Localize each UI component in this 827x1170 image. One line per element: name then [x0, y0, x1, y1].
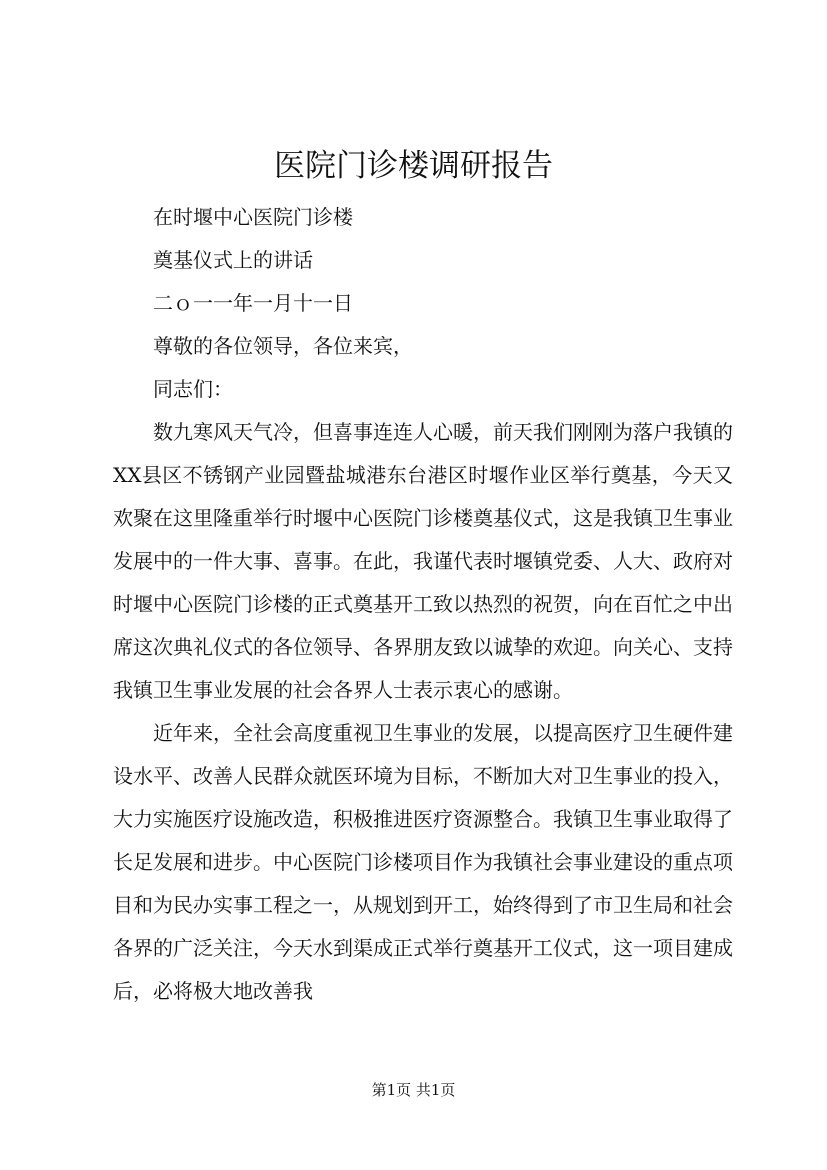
paragraph-occasion: 奠基仪式上的讲话 — [153, 248, 313, 272]
page-footer: 第1页 共1页 — [371, 1081, 456, 1099]
document-body — [113, 196, 733, 1013]
paragraph-body-1: 数九寒风天气冷，但喜事连连人心暖，前天我们刚刚为落户我镇的XX县区不锈钢产业园暨盐城港东台港区时堰作业区举行奠基，今天又欢聚在这里隆重举行时堰中心医院门诊楼奠基仪式，这是我镇卫生事业发展中的一件大事、喜事。在此，我谨代表时堰镇党委、人大、政府对时堰中心医院门诊楼的正式奠基开工致以热烈的祝贺，向在百忙之中出席这次典礼仪式的各位领导、各界朋友致以诚挚的欢迎。向关心、支持我镇卫生事业发展的社会各界人士表示衷心的感谢。 — [113, 420, 733, 702]
paragraph-date: 二ｏ一一年一月十一日 — [153, 291, 353, 315]
paragraph-body-2: 近年来，全社会高度重视卫生事业的发展，以提高医疗卫生硬件建设水平、改善人民群众就医环境为目标，不断加大对卫生事业的投入，大力实施医疗设施改造，积极推进医疗资源整合。我镇卫生事业取得了长足发展和进步。中心医院门诊楼项目作为我镇社会事业建设的重点项目和为民办实事工程之一，从规划到开工，始终得到了市卫生局和社会各界的广泛关注，今天水到渠成正式举行奠基开工仪式，这一项目建成后，必将极大地改善我 — [113, 721, 733, 1003]
document-title: 医院门诊楼调研报告 — [274, 148, 553, 184]
paragraph-salutation: 尊敬的各位领导，各位来宾， — [153, 334, 413, 358]
paragraph-salutation-2: 同志们： — [153, 377, 233, 401]
paragraph-venue: 在时堰中心医院门诊楼 — [153, 205, 353, 229]
